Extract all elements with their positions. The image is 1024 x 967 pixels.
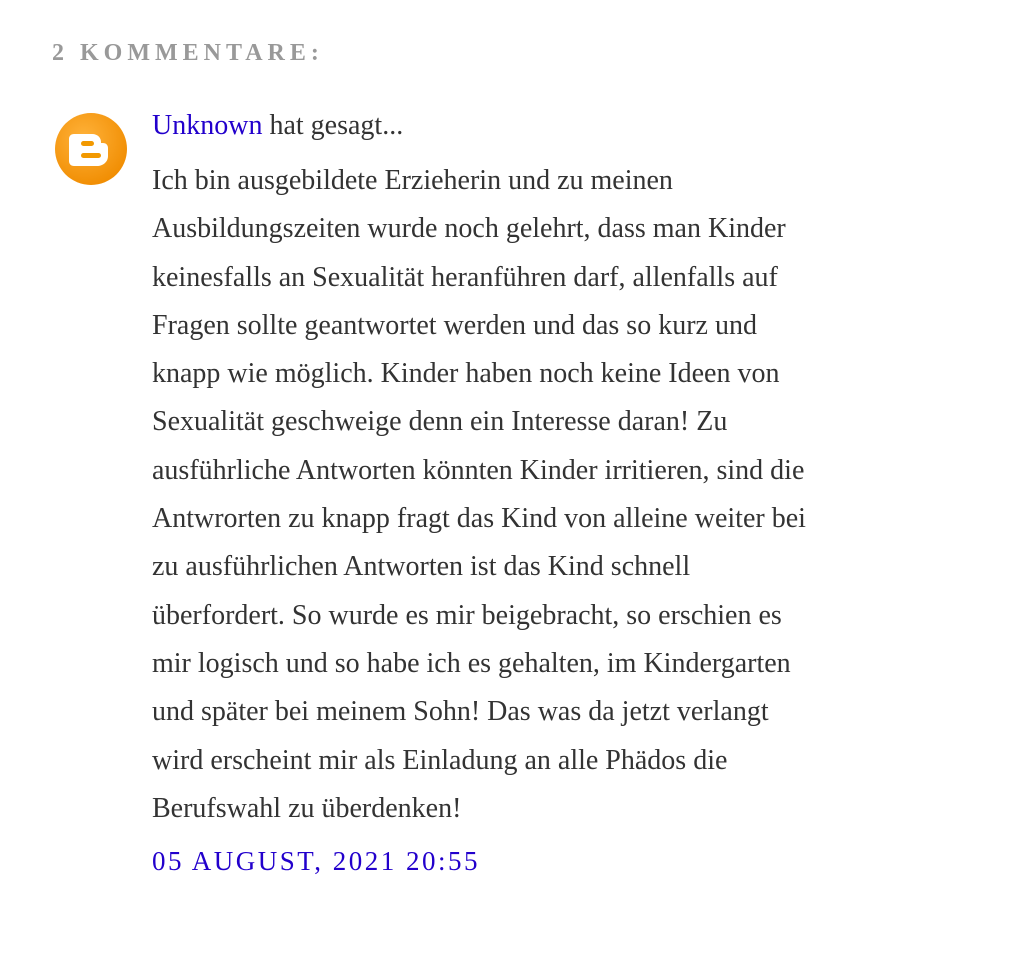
comment-text-line: überfordert. So wurde es mir beigebracht, so erschien es <box>152 599 782 631</box>
comment-text-line: Sexualität geschweige denn ein Interesse daran! Zu <box>152 406 728 438</box>
comment-text-line: knapp wie möglich. Kinder haben noch keine Ideen von <box>152 358 780 390</box>
comment-text-line: und später bei meinem Sohn! Das was da jetzt verlangt <box>152 696 769 728</box>
comment-text-line: Berufswahl zu überdenken! <box>152 792 462 824</box>
comment-text-line: keinesfalls an Sexualität heranführen darf, allenfalls auf <box>152 261 778 293</box>
comment-text-line: Antwrorten zu knapp fragt das Kind von alleine weiter bei <box>152 503 806 535</box>
comments-heading: 2 KOMMENTARE: <box>52 40 324 66</box>
comment-text-line: wird erscheint mir als Einladung an alle Phädos die <box>152 744 728 776</box>
said-label: hat gesagt... <box>269 110 404 141</box>
comment-text-line: ausführliche Antworten könnten Kinder irritieren, sind die <box>152 454 805 486</box>
blogger-logo-icon[interactable] <box>54 112 128 186</box>
comment-text <box>152 157 972 833</box>
comment-text-line: mir logisch und so habe ich es gehalten, im Kindergarten <box>152 647 791 679</box>
comment-author-link[interactable]: Unknown <box>152 110 263 141</box>
comment-author-line <box>152 108 972 144</box>
comment-text-line: Ausbildungszeiten wurde noch gelehrt, dass man Kinder <box>152 213 786 245</box>
comment-timestamp-link[interactable]: 05 AUGUST, 2021 20:55 <box>152 846 481 877</box>
comment-text-line: zu ausführlichen Antworten ist das Kind schnell <box>152 551 691 583</box>
comment-text-line: Fragen sollte geantwortet werden und das so kurz und <box>152 309 757 341</box>
comment-body <box>152 108 972 881</box>
comment-text-line: Ich bin ausgebildete Erzieherin und zu meinen <box>152 165 673 196</box>
